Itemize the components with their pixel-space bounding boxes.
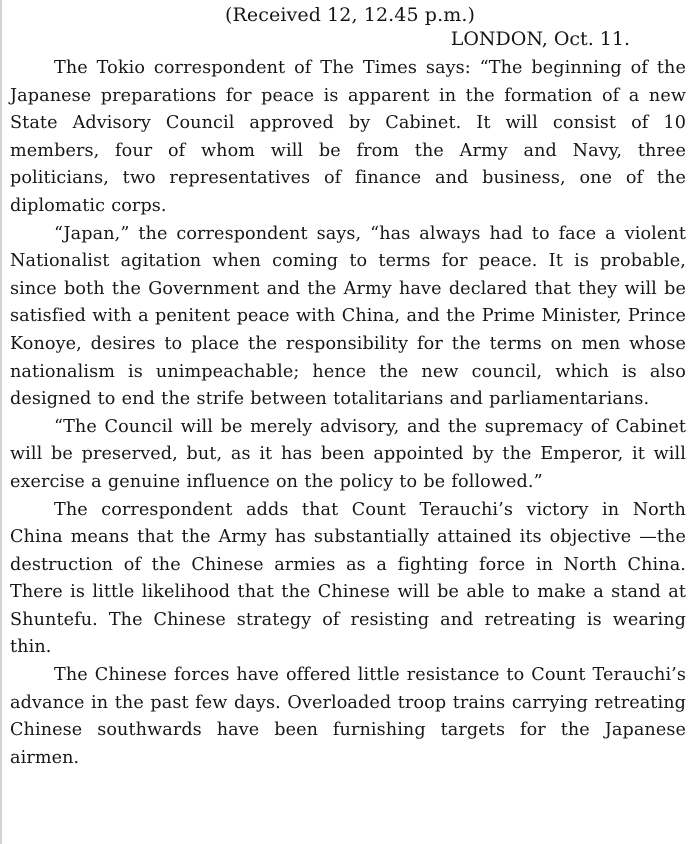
left-margin-line <box>0 0 2 844</box>
paragraph-5: The Chinese forces have offered little resistance to Count Terauchi’s advance in the past few days. Overloaded troop trains carrying retreating Chinese southwards have been furnishing targets for the Japanese airmen. <box>10 665 686 768</box>
dateline: LONDON, Oct. 11. <box>450 28 630 50</box>
article-body <box>10 55 686 772</box>
received-time-line: (Received 12, 12.45 p.m.) <box>225 4 475 26</box>
paragraph-4: The correspondent adds that Count Terauchi’s victory in North China means that the Army has substantially attained its objective —the destruction of the Chinese armies as a fighting force in North China. There is little likelihood that the Chinese will be able to make a stand at Shuntefu. The Chinese strategy of resisting and retreating is wearing thin. <box>10 499 686 658</box>
paragraph-3: “The Council will be merely advisory, and the supremacy of Cabinet will be preserved, but, as it has been appointed by the Emperor, it will exercise a genuine influence on the policy to be followed.” <box>10 416 686 492</box>
paragraph-1: The Tokio correspondent of The Times says: “The beginning of the Japanese preparations for peace is apparent in the formation of a new State Advisory Council approved by Cabinet. It will consist of 10 members, four of whom will be from the Army and Navy, three politicians, two representatives of finance and business, one of the diplomatic corps. <box>10 58 686 216</box>
paragraph-2: “Japan,” the correspondent says, “has always had to face a violent Nationalist agitation when coming to terms for peace. It is probable, since both the Government and the Army have declared that they will be satisfied with a penitent peace with China, and the Prime Minister, Prince Konoye, desires to place the responsibility for the terms on men whose nationalism is unimpeachable; hence the new council, which is also designed to end the strife between totalitarians and parliamentarians. <box>10 223 686 410</box>
